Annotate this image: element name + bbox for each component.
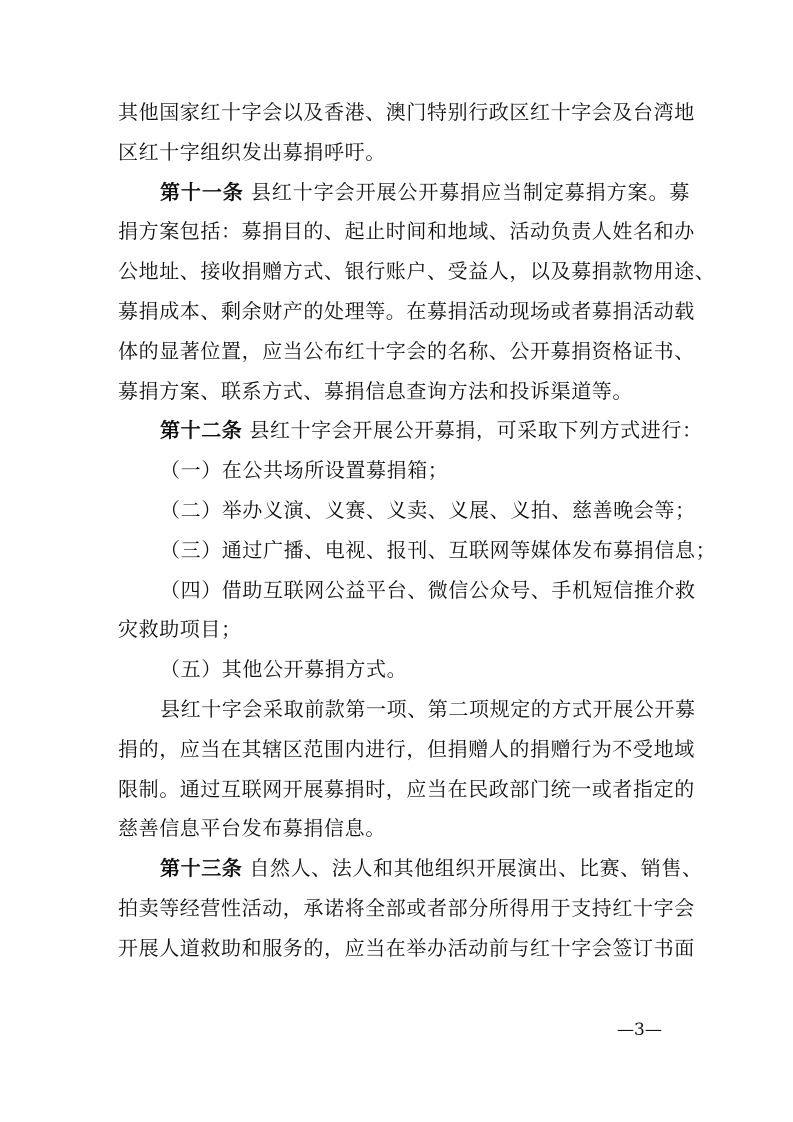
article-number: 第十一条 bbox=[160, 179, 244, 204]
text-line: 募捐成本、剩余财产的处理等。在募捐活动现场或者募捐活动载 bbox=[118, 298, 695, 323]
text-line: 慈善信息平台发布募捐信息。 bbox=[118, 816, 386, 841]
article-text: 县红十字会开展公开募捐，可采取下列方式进行： bbox=[242, 418, 703, 443]
text-line: 灾救助项目； bbox=[118, 617, 242, 642]
page-number: —3— bbox=[617, 1020, 662, 1040]
text-line: （四）借助互联网公益平台、微信公众号、手机短信推介救 bbox=[160, 577, 696, 602]
list-item-5 bbox=[118, 650, 690, 690]
text-line: 开展人道救助和服务的，应当在举办活动前与红十字会签订书面 bbox=[118, 935, 695, 960]
paragraph-continuation bbox=[118, 93, 695, 173]
paragraph-internet-fundraising bbox=[118, 690, 696, 849]
list-item-4 bbox=[118, 571, 696, 651]
text-line: 捐的，应当在其辖区范围内进行，但捐赠人的捐赠行为不受地域 bbox=[118, 736, 695, 761]
text-line bbox=[118, 849, 703, 889]
text-line: 捐方案包括：募捐目的、起止时间和地域、活动负责人姓名和办 bbox=[118, 219, 695, 244]
text-line: 拍卖等经营性活动，承诺将全部或者部分所得用于支持红十字会 bbox=[118, 895, 695, 920]
list-item-1 bbox=[118, 451, 690, 491]
document-body bbox=[118, 93, 717, 969]
text-line: （五）其他公开募捐方式。 bbox=[160, 657, 408, 682]
text-line: 体的显著位置，应当公布红十字会的名称、公开募捐资格证书、 bbox=[118, 338, 695, 363]
text-line: 其他国家红十字会以及香港、澳门特别行政区红十字会及台湾地 bbox=[118, 100, 695, 124]
list-item-3 bbox=[118, 531, 717, 571]
article-12 bbox=[118, 411, 703, 451]
text-line: （二）举办义演、义赛、义卖、义展、义拍、慈善晚会等； bbox=[160, 497, 696, 522]
text-line: 公地址、接收捐赠方式、银行账户、受益人，以及募捐款物用途、 bbox=[118, 259, 716, 284]
list-item-2 bbox=[118, 491, 696, 531]
text-line: 募捐方案、联系方式、募捐信息查询方法和投诉渠道等。 bbox=[118, 378, 633, 403]
article-number: 第十三条 bbox=[160, 856, 243, 881]
text-line: 县红十字会采取前款第一项、第二项规定的方式开展公开募 bbox=[160, 696, 696, 721]
text-line bbox=[118, 173, 690, 213]
article-text: 县红十字会开展公开募捐应当制定募捐方案。募 bbox=[243, 179, 690, 204]
article-13 bbox=[118, 849, 703, 968]
text-line: 区红十字组织发出募捐呼吁。 bbox=[118, 139, 386, 164]
article-text: 自然人、法人和其他组织开展演出、比赛、销售、 bbox=[242, 856, 703, 881]
text-line: （一）在公共场所设置募捐箱； bbox=[160, 458, 449, 483]
article-11 bbox=[118, 173, 716, 412]
text-line: （三）通过广播、电视、报刊、互联网等媒体发布募捐信息； bbox=[160, 537, 717, 562]
article-number: 第十二条 bbox=[160, 418, 243, 443]
text-line bbox=[118, 411, 703, 451]
text-line: 限制。通过互联网开展募捐时，应当在民政部门统一或者指定的 bbox=[118, 776, 695, 801]
